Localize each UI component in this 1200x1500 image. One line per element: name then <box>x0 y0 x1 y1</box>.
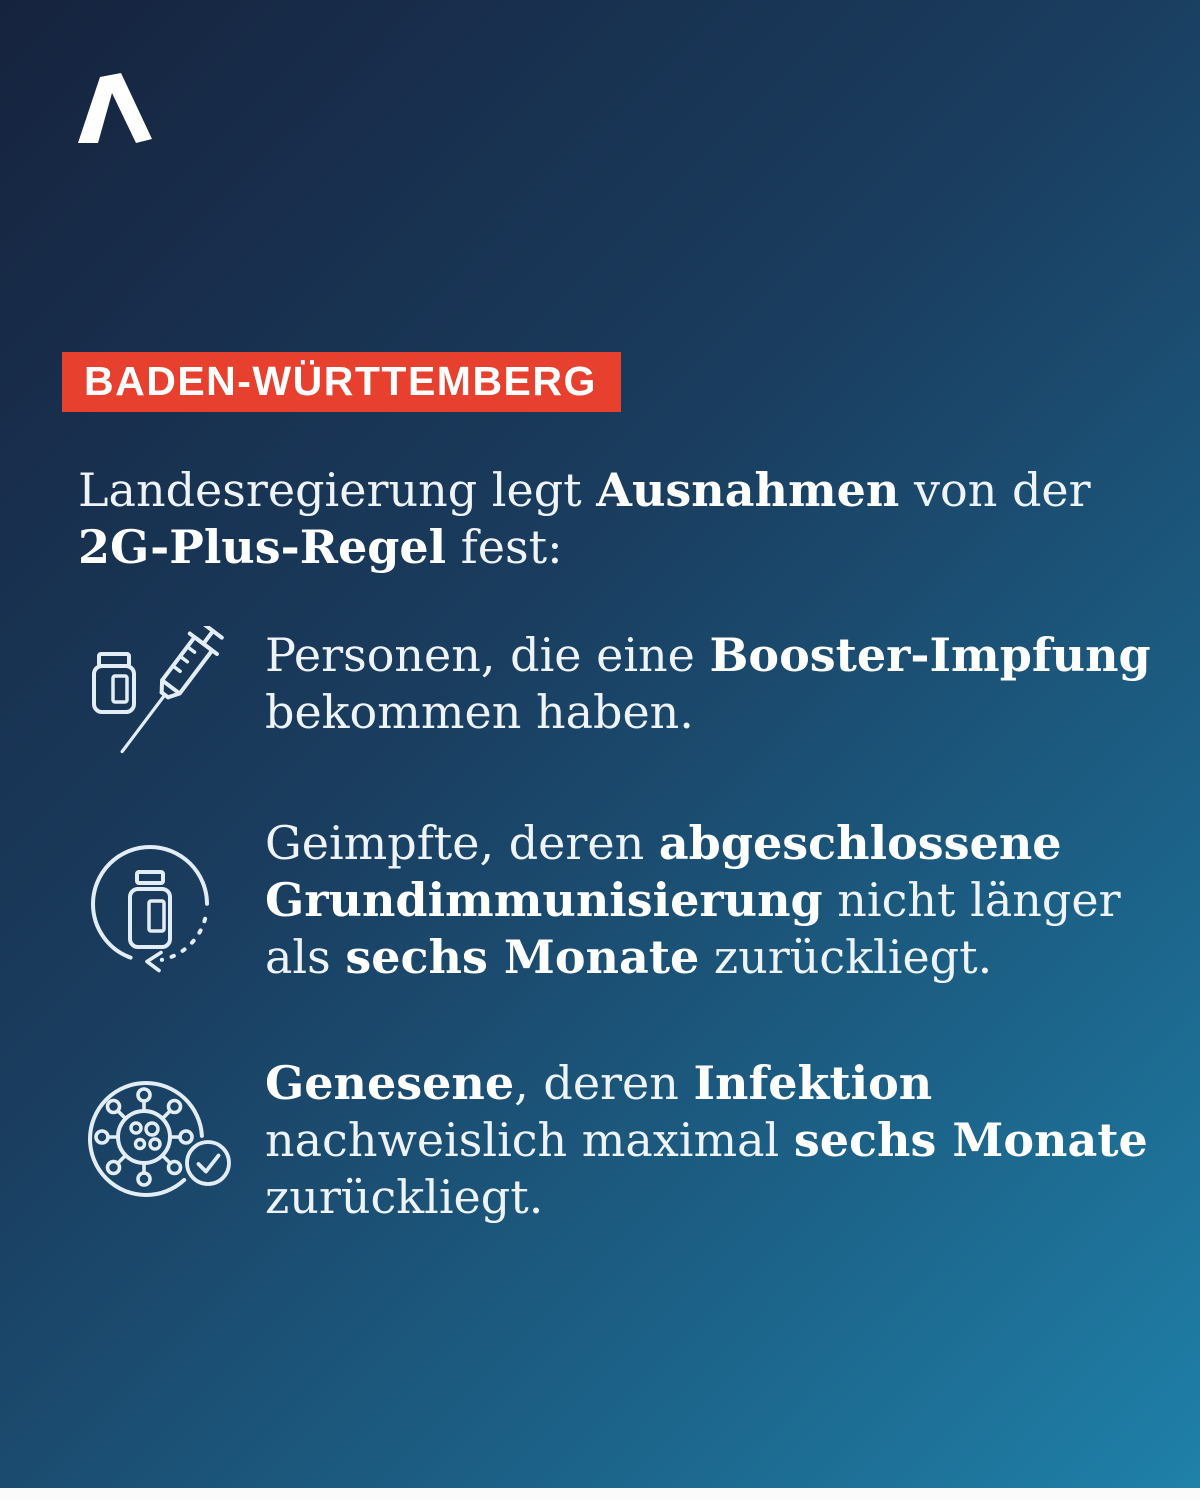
ard-lambda-logo-icon <box>78 72 152 143</box>
list-item-recovered: Genesene, deren Infektion nachweislich maximal sechs Monate zurückliegt. <box>265 1056 1148 1224</box>
list-item-booster: Personen, die eine Booster-Impfung bekommen haben. <box>265 628 1151 739</box>
vial-cycle-icon <box>88 842 238 987</box>
list-item-vaccinated: Geimpfte, deren abgeschlossene Grundimmunisierung nicht länger als sechs Monate zurückliegt. <box>265 816 1121 984</box>
bottom-edge-strip <box>0 1488 1200 1500</box>
syringe-vial-icon <box>75 626 250 766</box>
region-badge <box>62 352 621 412</box>
region-badge-label: BADEN-WÜRTTEMBERG <box>84 358 597 404</box>
virus-check-icon <box>82 1078 242 1218</box>
page-title: Landesregierung legt Ausnahmen von der 2G-Plus-Regel fest: <box>78 463 1091 574</box>
